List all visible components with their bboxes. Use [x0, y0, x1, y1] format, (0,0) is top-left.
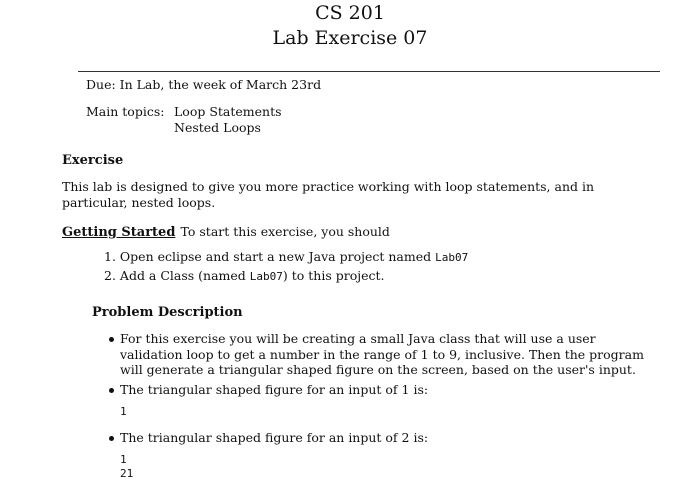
problem-bullet: The triangular shaped figure for an input of 2 is: [120, 430, 429, 445]
topic-item: Loop Statements [174, 104, 282, 119]
step-number: 1. [104, 249, 116, 264]
figure-line: 1 [120, 405, 127, 418]
getting-started-intro: To start this exercise, you should [180, 224, 390, 239]
topics-label: Main topics: [86, 104, 165, 119]
step-text: ) to this project. [282, 268, 385, 283]
document-subtitle: Lab Exercise 07 [272, 27, 428, 49]
problem-bullet: For this exercise you will be creating a small Java class that will use a user validation loop to get a number in the range of 1 to 9, inclusive. Then the program will generate a triangular shaped figure on the screen, based on the user's input. [120, 331, 644, 377]
figure-line: 1 [120, 453, 127, 466]
exercise-heading: Exercise [62, 153, 124, 168]
step-text: Add a Class (named [119, 268, 250, 283]
getting-started-heading: Getting Started [62, 225, 176, 240]
step-text: Open eclipse and start a new Java project named [119, 249, 436, 264]
step-number: 2. [104, 268, 116, 283]
due-date: Due: In Lab, the week of March 23rd [86, 77, 322, 92]
problem-bullet: The triangular shaped figure for an input of 1 is: [120, 382, 429, 397]
document-title: CS 201 [315, 2, 385, 24]
getting-started-line [62, 221, 390, 240]
step-code: Lab07 [435, 251, 469, 264]
problem-heading: Problem Description [92, 305, 243, 320]
figure-line: 21 [120, 467, 134, 480]
step-code: Lab07 [249, 270, 283, 283]
step-item [104, 268, 385, 283]
bullet-icon [109, 337, 114, 342]
exercise-paragraph: This lab is designed to give you more practice working with loop statements, and in particular, nested loops. [62, 179, 595, 210]
step-item [104, 249, 468, 264]
topic-item: Nested Loops [174, 120, 261, 135]
title-rule [78, 71, 660, 72]
bullet-icon [109, 388, 114, 393]
bullet-icon [109, 436, 114, 441]
